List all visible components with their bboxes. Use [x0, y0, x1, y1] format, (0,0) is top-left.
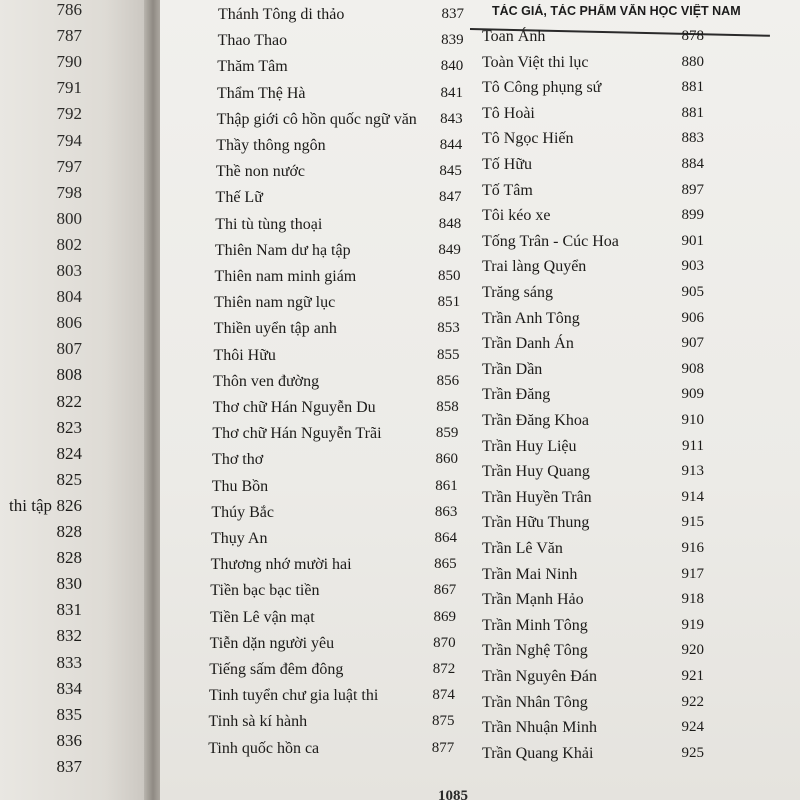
entry-title: Trần Dần [482, 360, 543, 378]
index-entry [213, 347, 459, 371]
entry-title: Thế Lữ [215, 189, 263, 207]
entry-page-number: 828 [56, 522, 82, 541]
index-entry [482, 617, 704, 641]
left-index-entry [0, 287, 86, 311]
left-index-entry [0, 392, 86, 416]
index-column-left [208, 0, 464, 800]
left-index-entry [0, 522, 86, 546]
index-entry [209, 713, 455, 737]
index-entry [482, 412, 704, 436]
entry-title: Thụy An [211, 530, 268, 547]
entry-title: Thăm Tâm [217, 58, 288, 76]
index-entry [209, 687, 455, 711]
entry-page-number: 826 [56, 495, 82, 515]
entry-title: Thiên Nam dư hạ tập [214, 241, 351, 259]
left-index-entry [0, 574, 86, 598]
index-entry [218, 6, 464, 30]
entry-page-number: 837 [56, 756, 82, 776]
index-entry [215, 268, 461, 292]
entry-page-number: 807 [56, 339, 82, 359]
entry-title: Thương nhớ mười hai [210, 556, 352, 574]
index-entry [482, 284, 704, 308]
entry-page-number: 897 [681, 181, 704, 198]
entry-title: Trần Nguyên Đán [482, 668, 597, 685]
entry-title: Trần Anh Tông [482, 309, 580, 327]
index-entry [482, 489, 704, 513]
index-entry [482, 54, 704, 78]
entry-page-number: 794 [56, 130, 82, 150]
entry-title: Trần Nghệ Tông [482, 642, 588, 660]
index-entry [208, 740, 454, 764]
index-entry [482, 207, 704, 231]
entry-title: Thi tù tùng thoại [215, 215, 323, 233]
entry-page-number: 909 [681, 386, 704, 403]
index-entry [482, 310, 704, 334]
index-entry [215, 216, 461, 240]
index-entry [216, 137, 462, 161]
index-entry [210, 582, 456, 606]
entry-page-number: 899 [681, 207, 704, 224]
index-entry [482, 745, 704, 769]
entry-title: Thơ chữ Hán Nguyễn Du [212, 399, 376, 416]
entry-title: Tô Công phụng sứ [482, 79, 602, 97]
left-index-entry [0, 679, 86, 703]
entry-page-number: 924 [681, 719, 704, 736]
entry-page-number: 913 [681, 463, 704, 480]
entry-title: Tôi kéo xe [482, 207, 551, 225]
entry-page-number: 860 [435, 451, 459, 468]
index-entry [212, 478, 458, 502]
entry-title: Thầy thông ngôn [216, 137, 326, 154]
entry-page-number: 869 [433, 608, 456, 625]
left-index-entry [0, 600, 86, 624]
entry-page-number: 837 [441, 6, 464, 22]
index-entry [482, 540, 704, 564]
left-index-entry [0, 52, 86, 76]
index-entry [210, 609, 456, 633]
entry-title: Tiền bạc bạc tiền [210, 582, 320, 600]
index-entry [482, 79, 704, 103]
entry-page-number: 916 [681, 540, 704, 556]
entry-page-number: 825 [56, 469, 82, 489]
entry-page-number: 884 [681, 156, 704, 172]
entry-title: Tống Trân - Cúc Hoa [482, 232, 619, 250]
left-index-entry [0, 653, 86, 677]
entry-page-number: 849 [438, 241, 461, 258]
entry-title: Trai làng Quyển [482, 258, 587, 276]
index-entry [213, 399, 459, 423]
entry-page-number: 843 [440, 110, 463, 127]
entry-page-number: 861 [435, 477, 458, 494]
index-entry [482, 130, 704, 154]
entry-title: Thơ thơ [212, 451, 264, 469]
left-index-entry [0, 78, 86, 102]
entry-page-number: 803 [56, 261, 82, 280]
entry-title: Thề non nước [215, 163, 305, 181]
entry-page-number: 834 [56, 678, 82, 698]
entry-title: Trần Lê Văn [482, 540, 563, 557]
entry-page-number: 792 [56, 104, 82, 124]
index-entry [214, 320, 460, 344]
left-index-entry [0, 235, 86, 259]
left-index-entry [0, 26, 86, 50]
entry-page-number: 840 [440, 58, 464, 75]
entry-page-number: 790 [56, 52, 82, 72]
index-entry [482, 463, 704, 487]
entry-title: Toan Ánh [482, 28, 546, 45]
entry-title: Trần Danh Án [482, 335, 574, 353]
left-page-index [0, 0, 150, 800]
entry-page-number: 863 [434, 503, 458, 520]
index-entry [482, 694, 704, 718]
entry-title: Thiền uyển tập anh [213, 320, 337, 338]
entry-page-number: 844 [439, 137, 463, 153]
index-entry [212, 425, 458, 449]
entry-page-number: 859 [435, 425, 459, 442]
entry-page-number: 855 [436, 346, 460, 363]
entry-page-number: 832 [56, 626, 82, 646]
entry-page-number: 851 [437, 294, 461, 311]
left-index-entry [0, 731, 86, 755]
entry-title: Trần Minh Tông [482, 616, 588, 634]
index-entry [482, 514, 704, 538]
entry-page-number: 847 [439, 189, 462, 206]
entry-page-number: 911 [682, 437, 704, 454]
index-entry [482, 438, 704, 462]
entry-title: Tố Hữu [482, 156, 532, 173]
entry-page-number: 822 [56, 391, 82, 411]
entry-page-number: 850 [438, 268, 461, 284]
index-entry [218, 32, 464, 56]
index-column-right [482, 0, 704, 800]
entry-title: Trần Đăng [482, 386, 551, 404]
running-header: TÁC GIẢ, TÁC PHẨM VĂN HỌC VIỆT NAM [492, 4, 741, 18]
left-index-entry [0, 626, 86, 650]
index-entry [482, 182, 704, 206]
entry-page-number: 864 [434, 530, 457, 546]
index-entry [482, 28, 704, 52]
index-entry [217, 58, 463, 82]
entry-page-number: 867 [433, 582, 457, 599]
left-index-entry [0, 365, 86, 389]
index-entry [482, 233, 704, 257]
entry-title: Tiếng sấm đêm đông [209, 661, 344, 678]
left-index-entry [0, 548, 86, 572]
left-index-entry [0, 131, 86, 155]
entry-page-number: 920 [681, 642, 704, 659]
entry-title: Trần Hữu Thung [482, 514, 590, 532]
entry-page-number: 798 [56, 182, 82, 202]
entry-title: Thúy Bắc [211, 503, 274, 521]
left-index-entry [0, 757, 86, 781]
entry-page-number: 901 [681, 232, 704, 249]
index-entry [217, 111, 463, 135]
index-entry [482, 258, 704, 282]
index-entry [482, 335, 704, 359]
entry-page-number: 839 [441, 32, 464, 49]
entry-title: Trần Đăng Khoa [482, 412, 589, 429]
entry-page-number: 823 [56, 417, 82, 437]
entry-page-number: 908 [681, 360, 704, 377]
entry-title: Thơ chữ Hán Nguyễn Trãi [212, 425, 382, 443]
left-index-entry [0, 339, 86, 363]
left-index-entry [0, 313, 86, 337]
left-index-entry [0, 496, 86, 520]
entry-page-number: 919 [681, 616, 704, 633]
index-entry [215, 242, 461, 266]
entry-title: Toàn Việt thi lục [482, 53, 589, 71]
index-entry [214, 294, 460, 318]
entry-title: Trần Huy Liệu [482, 437, 577, 455]
entry-page-number: 881 [681, 79, 704, 96]
entry-page-number: 800 [56, 208, 82, 228]
entry-title: Thẩm Thệ Hà [216, 84, 306, 102]
entry-title: Trần Quang Khải [482, 744, 594, 762]
entry-page-number: 875 [432, 713, 455, 730]
entry-page-number: 880 [681, 53, 704, 70]
entry-page-number: 870 [433, 634, 456, 651]
entry-page-number: 907 [681, 335, 704, 352]
entry-title: Tiền Lê vận mạt [209, 608, 315, 626]
left-index-entry [0, 104, 86, 128]
entry-page-number: 883 [681, 130, 704, 147]
entry-title: Tô Ngọc Hiến [482, 130, 574, 148]
index-entry [482, 668, 704, 692]
entry-page-number: 797 [56, 156, 82, 176]
index-entry [211, 556, 457, 580]
entry-title: Trăng sáng [482, 284, 553, 301]
index-entry [209, 661, 455, 685]
entry-title: Thập giới cô hồn quốc ngữ văn [216, 110, 417, 128]
entry-title: Thôn ven đường [213, 372, 320, 390]
index-entry [213, 373, 459, 397]
entry-page-number: 845 [439, 163, 462, 180]
left-index-entry [0, 418, 86, 442]
entry-page-number: 865 [434, 556, 457, 573]
left-index-entry [0, 209, 86, 233]
index-entry [217, 85, 463, 109]
entry-page-number: 910 [681, 412, 704, 428]
left-index-entry [0, 157, 86, 181]
index-entry [482, 105, 704, 129]
entry-page-number: 853 [437, 320, 460, 337]
index-entry [482, 566, 704, 590]
entry-page-number: 872 [432, 661, 456, 677]
entry-page-number: 787 [56, 26, 82, 46]
entry-page-number: 914 [681, 488, 704, 505]
entry-page-number: 917 [681, 565, 704, 582]
index-entry [482, 386, 704, 410]
entry-title: Trần Huy Quang [482, 463, 590, 481]
entry-page-number: 874 [432, 687, 455, 704]
entry-page-number: 915 [681, 514, 704, 531]
entry-title: Tinh quốc hồn ca [208, 739, 320, 757]
entry-title: Thiên nam ngữ lục [214, 294, 336, 312]
entry-page-number: 786 [56, 0, 82, 19]
index-entry [482, 719, 704, 743]
entry-page-number: 841 [440, 84, 463, 101]
left-index-entry [0, 0, 86, 24]
entry-title: Thiên nam minh giám [214, 268, 357, 285]
entry-page-number: 903 [681, 258, 704, 275]
entry-title: thi tập [9, 495, 52, 515]
entry-title: Tinh tuyển chư gia luật thi [208, 687, 379, 705]
entry-title: Tiễn dặn người yêu [209, 634, 335, 652]
entry-title: Tô Hoài [482, 104, 535, 122]
page-number: 1085 [438, 788, 468, 800]
entry-page-number: 804 [56, 287, 82, 307]
index-entry [212, 451, 458, 475]
entry-page-number: 925 [681, 744, 704, 761]
entry-page-number: 824 [56, 443, 82, 463]
left-index-entry [0, 705, 86, 729]
entry-page-number: 830 [56, 574, 82, 594]
index-entry [210, 635, 456, 659]
entry-page-number: 802 [56, 234, 82, 254]
entry-page-number: 828 [56, 548, 82, 568]
entry-page-number: 833 [56, 652, 82, 672]
entry-title: Trần Huyền Trân [482, 488, 592, 506]
entry-page-number: 856 [436, 372, 460, 389]
entry-page-number: 836 [56, 730, 82, 750]
entry-page-number: 877 [431, 739, 455, 756]
entry-title: Thánh Tông di thảo [218, 6, 345, 23]
entry-title: Thôi Hữu [213, 346, 276, 364]
entry-title: Tố Tâm [482, 181, 533, 199]
left-index-entry [0, 444, 86, 468]
entry-page-number: 878 [681, 28, 704, 44]
entry-page-number: 806 [56, 313, 82, 333]
left-index-entry [0, 183, 86, 207]
entry-title: Trần Nhuận Minh [482, 719, 597, 737]
entry-page-number: 831 [56, 600, 82, 620]
index-entry [211, 530, 457, 554]
entry-title: Thu Bồn [211, 477, 269, 495]
entry-page-number: 808 [56, 365, 82, 385]
index-entry [482, 361, 704, 385]
entry-page-number: 835 [56, 704, 82, 724]
entry-page-number: 906 [681, 309, 704, 326]
index-entry [216, 189, 462, 213]
index-entry [482, 156, 704, 180]
index-entry [482, 591, 704, 615]
index-entry [482, 642, 704, 666]
entry-title: Trần Mai Ninh [482, 565, 578, 583]
entry-page-number: 918 [681, 591, 704, 608]
left-index-entry [0, 261, 86, 285]
index-entry [211, 504, 457, 528]
entry-page-number: 921 [681, 668, 704, 684]
entry-page-number: 905 [681, 284, 704, 300]
entry-page-number: 858 [436, 399, 459, 415]
entry-title: Trần Nhân Tông [482, 693, 588, 711]
index-entry [216, 163, 462, 187]
entry-title: Thao Thao [217, 32, 288, 50]
entry-title: Trần Mạnh Hảo [482, 591, 584, 609]
entry-page-number: 881 [681, 104, 704, 121]
entry-page-number: 848 [438, 215, 462, 232]
entry-page-number: 791 [56, 78, 82, 98]
left-index-entry [0, 470, 86, 494]
entry-title: Tinh sà kí hành [208, 713, 308, 731]
entry-page-number: 922 [681, 693, 704, 710]
